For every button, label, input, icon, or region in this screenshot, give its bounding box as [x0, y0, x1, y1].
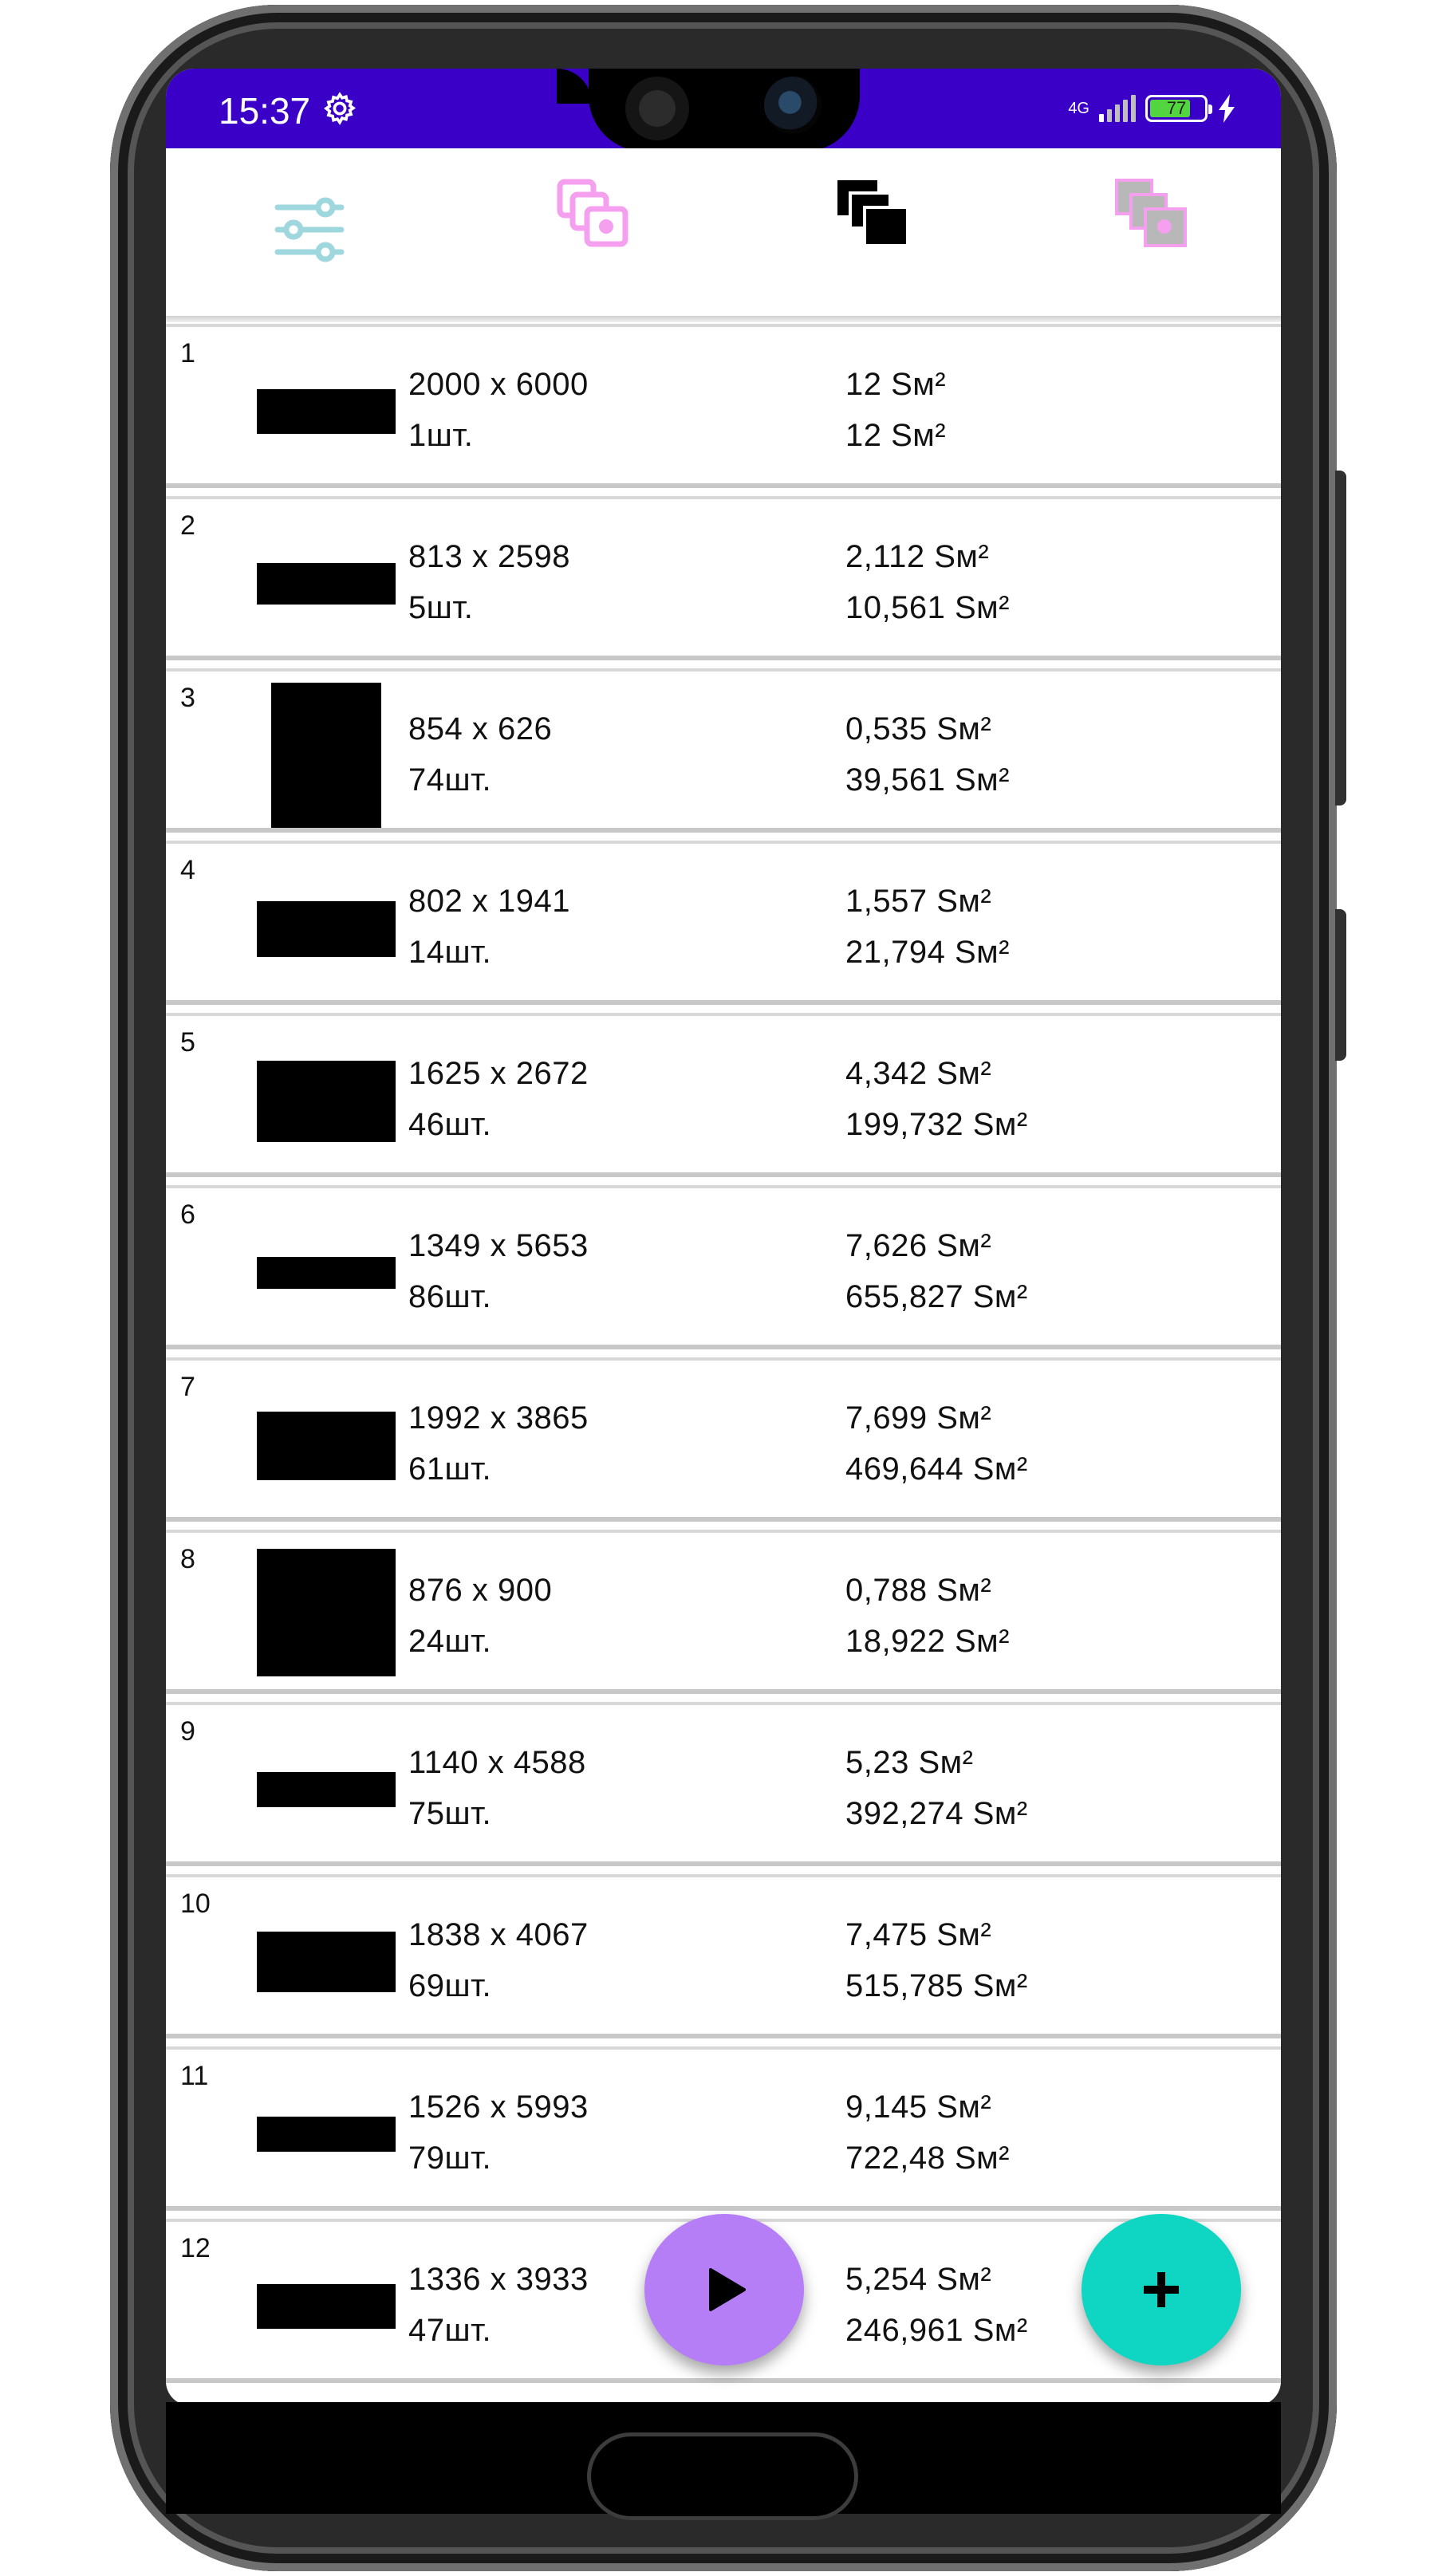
home-button[interactable]	[587, 2432, 858, 2520]
part-shape-preview	[257, 1549, 396, 1676]
item-area-each: 7,475 Sм²	[845, 1917, 992, 1952]
item-quantity: 79шт.	[408, 2141, 492, 2176]
item-area-each: 7,699 Sм²	[845, 1400, 992, 1436]
item-index: 10	[180, 1889, 211, 1919]
item-area-total: 515,785 Sм²	[845, 1968, 1028, 2003]
item-quantity: 74шт.	[408, 762, 492, 798]
network-type: 4G	[1068, 100, 1089, 117]
part-shape-preview	[257, 1772, 396, 1807]
item-size: 1625 x 2672	[408, 1056, 589, 1091]
app-screen	[166, 69, 1281, 2405]
item-area-total: 199,732 Sм²	[845, 1107, 1028, 1142]
list-item[interactable]	[166, 668, 1281, 833]
item-quantity: 47шт.	[408, 2313, 492, 2348]
item-quantity: 86шт.	[408, 1279, 492, 1314]
tab-parts[interactable]	[732, 148, 1016, 329]
item-area-total: 722,48 Sм²	[845, 2141, 1010, 2176]
tab-pending[interactable]	[453, 148, 732, 329]
item-area-each: 0,535 Sм²	[845, 711, 992, 746]
item-size: 1526 x 5993	[408, 2090, 589, 2125]
part-shape-preview	[257, 2284, 396, 2329]
signal-icon	[1099, 95, 1136, 122]
item-area-total: 246,961 Sм²	[845, 2313, 1028, 2348]
item-area-each: 12 Sм²	[845, 367, 947, 402]
pink-sheets-icon	[555, 177, 632, 250]
item-quantity: 46шт.	[408, 1107, 492, 1142]
list-item[interactable]	[166, 1013, 1281, 1177]
item-size: 1336 x 3933	[408, 2262, 589, 2297]
part-shape-preview	[257, 2117, 396, 2152]
item-area-each: 4,342 Sм²	[845, 1056, 992, 1091]
volume-button	[1335, 471, 1346, 805]
item-area-each: 7,626 Sм²	[845, 1228, 992, 1263]
list-item[interactable]	[166, 2046, 1281, 2211]
part-shape-preview	[257, 1257, 396, 1289]
settings-gear-icon	[322, 91, 357, 126]
item-area-total: 469,644 Sм²	[845, 1451, 1028, 1487]
item-area-each: 0,788 Sм²	[845, 1573, 992, 1608]
front-camera	[764, 77, 822, 134]
item-size: 876 x 900	[408, 1573, 553, 1608]
black-sheets-icon	[834, 177, 911, 250]
item-area-each: 5,254 Sм²	[845, 2262, 992, 2297]
item-size: 854 x 626	[408, 711, 553, 746]
item-area-each: 9,145 Sм²	[845, 2090, 992, 2125]
item-size: 1349 x 5653	[408, 1228, 589, 1263]
list-item[interactable]	[166, 1357, 1281, 1522]
item-quantity: 14шт.	[408, 935, 492, 970]
item-size: 1140 x 4588	[408, 1745, 586, 1780]
item-quantity: 24шт.	[408, 1624, 492, 1659]
part-shape-preview	[257, 1932, 396, 1992]
play-button[interactable]	[644, 2214, 804, 2365]
status-time: 15:37	[219, 90, 311, 132]
battery-level: 77	[1166, 98, 1187, 118]
item-area-total: 12 Sм²	[845, 418, 947, 453]
item-size: 1992 x 3865	[408, 1400, 589, 1436]
list-item[interactable]	[166, 1530, 1281, 1694]
item-size: 2000 x 6000	[408, 367, 589, 402]
tab-settings[interactable]	[166, 148, 453, 329]
item-quantity: 69шт.	[408, 1968, 492, 2003]
notch	[589, 69, 860, 152]
power-button	[1335, 909, 1346, 1061]
list-item[interactable]	[166, 841, 1281, 1005]
item-area-total: 392,274 Sм²	[845, 1796, 1028, 1831]
item-size: 813 x 2598	[408, 539, 570, 574]
list-item[interactable]	[166, 1185, 1281, 1349]
item-area-total: 39,561 Sм²	[845, 762, 1010, 798]
item-quantity: 1шт.	[408, 418, 474, 453]
battery-icon	[1145, 95, 1208, 122]
tab-stock[interactable]	[1016, 148, 1281, 329]
list-item[interactable]	[166, 1874, 1281, 2038]
plus-icon	[1139, 2267, 1184, 2312]
item-size: 1838 x 4067	[408, 1917, 589, 1952]
item-area-total: 10,561 Sм²	[845, 590, 1010, 625]
item-index: 8	[180, 1544, 195, 1574]
gray-sheets-icon	[1113, 177, 1190, 250]
item-index: 3	[180, 683, 195, 713]
part-shape-preview	[257, 389, 396, 434]
charging-icon	[1217, 94, 1238, 123]
part-shape-preview	[257, 901, 396, 957]
part-shape-preview	[257, 563, 396, 605]
item-index: 5	[180, 1027, 195, 1058]
item-index: 6	[180, 1199, 195, 1230]
item-size: 802 x 1941	[408, 884, 570, 919]
status-indicators	[1068, 93, 1238, 124]
item-index: 4	[180, 855, 195, 885]
item-index: 12	[180, 2233, 211, 2263]
item-area-total: 21,794 Sм²	[845, 935, 1010, 970]
list-item[interactable]	[166, 324, 1281, 488]
tab-bar	[166, 148, 1281, 329]
play-icon	[699, 2265, 749, 2314]
item-quantity: 75шт.	[408, 1796, 492, 1831]
item-quantity: 61шт.	[408, 1451, 492, 1487]
part-shape-preview	[257, 1061, 396, 1142]
part-shape-preview	[257, 1412, 396, 1480]
part-shape-preview	[271, 683, 381, 828]
item-index: 1	[180, 338, 195, 368]
item-area-each: 2,112 Sм²	[845, 539, 990, 574]
list-item[interactable]	[166, 496, 1281, 660]
sliders-icon	[273, 195, 346, 265]
add-part-button[interactable]	[1082, 2214, 1241, 2365]
item-index: 9	[180, 1716, 195, 1747]
item-quantity: 5шт.	[408, 590, 474, 625]
item-index: 7	[180, 1372, 195, 1402]
item-area-total: 18,922 Sм²	[845, 1624, 1010, 1659]
item-area-each: 1,557 Sм²	[845, 884, 992, 919]
divider	[166, 316, 1281, 322]
speaker	[625, 77, 689, 140]
item-area-each: 5,23 Sм²	[845, 1745, 974, 1780]
list-item[interactable]	[166, 1702, 1281, 1866]
item-index: 2	[180, 510, 195, 541]
item-index: 11	[180, 2061, 209, 2091]
item-area-total: 655,827 Sм²	[845, 1279, 1028, 1314]
